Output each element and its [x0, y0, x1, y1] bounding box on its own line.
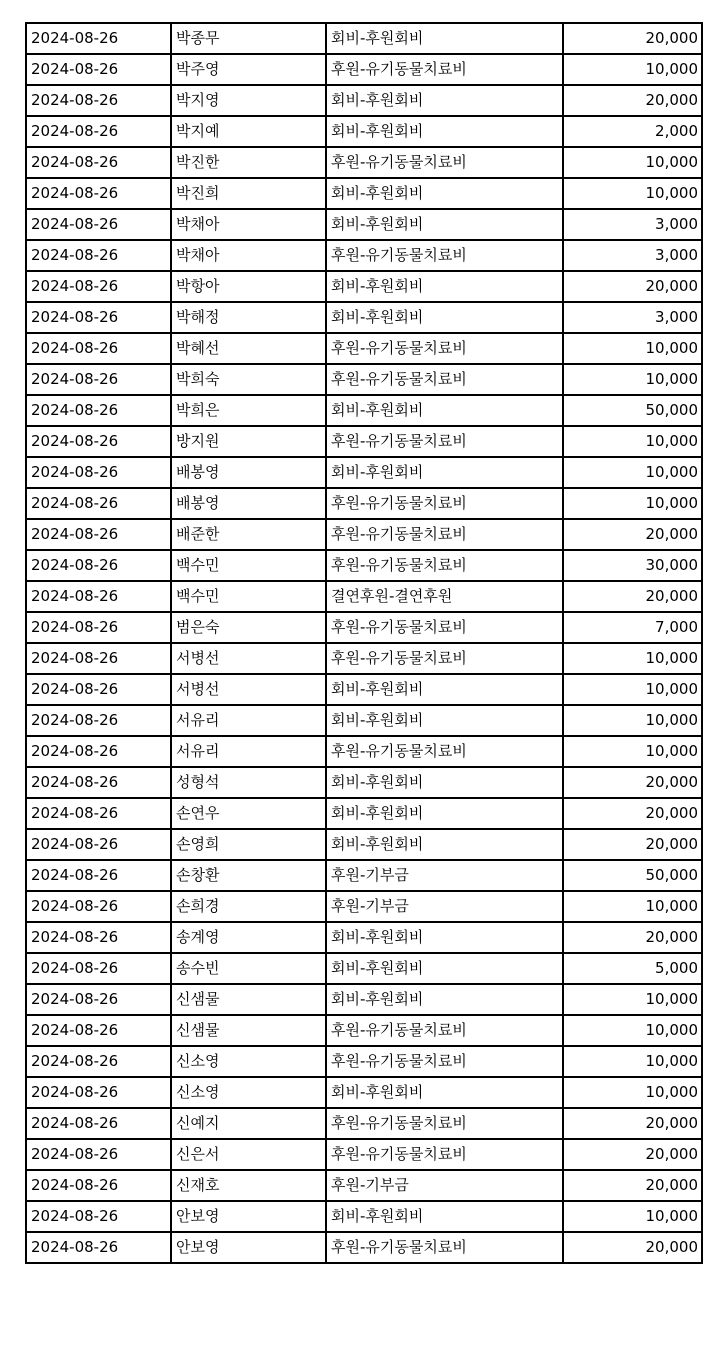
table-row — [26, 705, 702, 736]
category-cell: 후원-유기동물치료비 — [326, 550, 563, 581]
amount-cell: 2,000 — [563, 116, 702, 147]
table-row — [26, 1232, 702, 1263]
table-row — [26, 612, 702, 643]
category-cell: 회비-후원회비 — [326, 302, 563, 333]
table-row — [26, 519, 702, 550]
donation-ledger-table — [25, 22, 703, 1264]
donor-name-cell: 안보영 — [171, 1232, 326, 1263]
donor-name-cell: 서유리 — [171, 736, 326, 767]
date-cell: 2024-08-26 — [26, 147, 171, 178]
category-cell: 회비-후원회비 — [326, 1201, 563, 1232]
category-cell: 회비-후원회비 — [326, 829, 563, 860]
category-cell: 회비-후원회비 — [326, 178, 563, 209]
amount-cell: 10,000 — [563, 643, 702, 674]
amount-cell: 20,000 — [563, 1139, 702, 1170]
table-row — [26, 767, 702, 798]
date-cell: 2024-08-26 — [26, 922, 171, 953]
amount-cell: 5,000 — [563, 953, 702, 984]
donor-name-cell: 신은서 — [171, 1139, 326, 1170]
donor-name-cell: 박진희 — [171, 178, 326, 209]
donor-name-cell: 범은숙 — [171, 612, 326, 643]
amount-cell: 50,000 — [563, 860, 702, 891]
category-cell: 후원-유기동물치료비 — [326, 519, 563, 550]
date-cell: 2024-08-26 — [26, 1015, 171, 1046]
amount-cell: 10,000 — [563, 178, 702, 209]
donor-name-cell: 손영희 — [171, 829, 326, 860]
table-row — [26, 147, 702, 178]
category-cell: 후원-기부금 — [326, 891, 563, 922]
amount-cell: 3,000 — [563, 240, 702, 271]
amount-cell: 10,000 — [563, 364, 702, 395]
amount-cell: 10,000 — [563, 674, 702, 705]
amount-cell: 20,000 — [563, 798, 702, 829]
category-cell: 후원-유기동물치료비 — [326, 426, 563, 457]
category-cell: 회비-후원회비 — [326, 209, 563, 240]
table-row — [26, 953, 702, 984]
donor-name-cell: 배봉영 — [171, 457, 326, 488]
donor-name-cell: 백수민 — [171, 550, 326, 581]
table-row — [26, 736, 702, 767]
category-cell: 회비-후원회비 — [326, 116, 563, 147]
amount-cell: 10,000 — [563, 457, 702, 488]
date-cell: 2024-08-26 — [26, 829, 171, 860]
amount-cell: 20,000 — [563, 85, 702, 116]
table-row — [26, 302, 702, 333]
date-cell: 2024-08-26 — [26, 333, 171, 364]
donor-name-cell: 박채아 — [171, 240, 326, 271]
date-cell: 2024-08-26 — [26, 302, 171, 333]
category-cell: 회비-후원회비 — [326, 798, 563, 829]
amount-cell: 7,000 — [563, 612, 702, 643]
category-cell: 후원-유기동물치료비 — [326, 364, 563, 395]
table-row — [26, 1108, 702, 1139]
table-row — [26, 1201, 702, 1232]
table-row — [26, 550, 702, 581]
table-row — [26, 333, 702, 364]
date-cell: 2024-08-26 — [26, 1170, 171, 1201]
date-cell: 2024-08-26 — [26, 240, 171, 271]
date-cell: 2024-08-26 — [26, 705, 171, 736]
amount-cell: 20,000 — [563, 1232, 702, 1263]
category-cell: 회비-후원회비 — [326, 271, 563, 302]
date-cell: 2024-08-26 — [26, 116, 171, 147]
category-cell: 후원-유기동물치료비 — [326, 147, 563, 178]
amount-cell: 10,000 — [563, 488, 702, 519]
donor-name-cell: 신소영 — [171, 1046, 326, 1077]
category-cell: 후원-유기동물치료비 — [326, 1015, 563, 1046]
category-cell: 후원-유기동물치료비 — [326, 54, 563, 85]
date-cell: 2024-08-26 — [26, 23, 171, 54]
date-cell: 2024-08-26 — [26, 1077, 171, 1108]
donor-name-cell: 박지영 — [171, 85, 326, 116]
date-cell: 2024-08-26 — [26, 1139, 171, 1170]
donor-name-cell: 방지원 — [171, 426, 326, 457]
amount-cell: 10,000 — [563, 891, 702, 922]
table-row — [26, 860, 702, 891]
table-row — [26, 1139, 702, 1170]
donor-name-cell: 박채아 — [171, 209, 326, 240]
amount-cell: 10,000 — [563, 426, 702, 457]
amount-cell: 20,000 — [563, 581, 702, 612]
donor-name-cell: 박희숙 — [171, 364, 326, 395]
date-cell: 2024-08-26 — [26, 767, 171, 798]
donor-name-cell: 박종무 — [171, 23, 326, 54]
amount-cell: 20,000 — [563, 1108, 702, 1139]
donor-name-cell: 손창환 — [171, 860, 326, 891]
donor-name-cell: 박주영 — [171, 54, 326, 85]
date-cell: 2024-08-26 — [26, 457, 171, 488]
date-cell: 2024-08-26 — [26, 1108, 171, 1139]
date-cell: 2024-08-26 — [26, 178, 171, 209]
amount-cell: 10,000 — [563, 1201, 702, 1232]
table-row — [26, 457, 702, 488]
category-cell: 회비-후원회비 — [326, 922, 563, 953]
donor-name-cell: 박희은 — [171, 395, 326, 426]
donor-name-cell: 송계영 — [171, 922, 326, 953]
date-cell: 2024-08-26 — [26, 860, 171, 891]
donor-name-cell: 백수민 — [171, 581, 326, 612]
amount-cell: 10,000 — [563, 147, 702, 178]
category-cell: 회비-후원회비 — [326, 457, 563, 488]
amount-cell: 10,000 — [563, 333, 702, 364]
date-cell: 2024-08-26 — [26, 612, 171, 643]
table-row — [26, 674, 702, 705]
date-cell: 2024-08-26 — [26, 364, 171, 395]
table-row — [26, 798, 702, 829]
table-row — [26, 395, 702, 426]
category-cell: 회비-후원회비 — [326, 1077, 563, 1108]
donor-name-cell: 박항아 — [171, 271, 326, 302]
donor-name-cell: 신소영 — [171, 1077, 326, 1108]
date-cell: 2024-08-26 — [26, 1201, 171, 1232]
amount-cell: 10,000 — [563, 1077, 702, 1108]
table-row — [26, 829, 702, 860]
date-cell: 2024-08-26 — [26, 674, 171, 705]
category-cell: 후원-기부금 — [326, 1170, 563, 1201]
category-cell: 후원-기부금 — [326, 860, 563, 891]
amount-cell: 20,000 — [563, 1170, 702, 1201]
table-row — [26, 1170, 702, 1201]
date-cell: 2024-08-26 — [26, 271, 171, 302]
date-cell: 2024-08-26 — [26, 736, 171, 767]
table-row — [26, 922, 702, 953]
date-cell: 2024-08-26 — [26, 891, 171, 922]
table-row — [26, 209, 702, 240]
donor-name-cell: 박해정 — [171, 302, 326, 333]
amount-cell: 10,000 — [563, 54, 702, 85]
date-cell: 2024-08-26 — [26, 1232, 171, 1263]
date-cell: 2024-08-26 — [26, 984, 171, 1015]
amount-cell: 20,000 — [563, 922, 702, 953]
category-cell: 후원-유기동물치료비 — [326, 1139, 563, 1170]
table-row — [26, 178, 702, 209]
table-row — [26, 488, 702, 519]
table-row — [26, 1077, 702, 1108]
amount-cell: 10,000 — [563, 1046, 702, 1077]
donor-name-cell: 신예지 — [171, 1108, 326, 1139]
category-cell: 회비-후원회비 — [326, 674, 563, 705]
category-cell: 후원-유기동물치료비 — [326, 1232, 563, 1263]
donor-name-cell: 서병선 — [171, 643, 326, 674]
donor-name-cell: 안보영 — [171, 1201, 326, 1232]
amount-cell: 10,000 — [563, 736, 702, 767]
table-row — [26, 364, 702, 395]
table-row — [26, 85, 702, 116]
date-cell: 2024-08-26 — [26, 643, 171, 674]
amount-cell: 3,000 — [563, 209, 702, 240]
table-row — [26, 54, 702, 85]
date-cell: 2024-08-26 — [26, 426, 171, 457]
date-cell: 2024-08-26 — [26, 209, 171, 240]
date-cell: 2024-08-26 — [26, 519, 171, 550]
amount-cell: 10,000 — [563, 1015, 702, 1046]
table-row — [26, 891, 702, 922]
amount-cell: 3,000 — [563, 302, 702, 333]
amount-cell: 30,000 — [563, 550, 702, 581]
table-row — [26, 271, 702, 302]
table-row — [26, 1046, 702, 1077]
table-row — [26, 116, 702, 147]
donor-name-cell: 박지예 — [171, 116, 326, 147]
amount-cell: 10,000 — [563, 705, 702, 736]
date-cell: 2024-08-26 — [26, 550, 171, 581]
table-row — [26, 23, 702, 54]
category-cell: 후원-유기동물치료비 — [326, 1108, 563, 1139]
donation-ledger-body — [26, 23, 702, 1263]
category-cell: 후원-유기동물치료비 — [326, 333, 563, 364]
category-cell: 후원-유기동물치료비 — [326, 1046, 563, 1077]
donor-name-cell: 송수빈 — [171, 953, 326, 984]
date-cell: 2024-08-26 — [26, 953, 171, 984]
date-cell: 2024-08-26 — [26, 85, 171, 116]
amount-cell: 50,000 — [563, 395, 702, 426]
table-row — [26, 581, 702, 612]
category-cell: 회비-후원회비 — [326, 767, 563, 798]
category-cell: 결연후원-결연후원 — [326, 581, 563, 612]
category-cell: 후원-유기동물치료비 — [326, 488, 563, 519]
donor-name-cell: 배봉영 — [171, 488, 326, 519]
category-cell: 회비-후원회비 — [326, 953, 563, 984]
donor-name-cell: 손연우 — [171, 798, 326, 829]
date-cell: 2024-08-26 — [26, 1046, 171, 1077]
category-cell: 회비-후원회비 — [326, 395, 563, 426]
donor-name-cell: 성형석 — [171, 767, 326, 798]
table-row — [26, 240, 702, 271]
category-cell: 후원-유기동물치료비 — [326, 240, 563, 271]
donor-name-cell: 서병선 — [171, 674, 326, 705]
amount-cell: 20,000 — [563, 271, 702, 302]
donor-name-cell: 배준한 — [171, 519, 326, 550]
table-row — [26, 1015, 702, 1046]
category-cell: 회비-후원회비 — [326, 705, 563, 736]
amount-cell: 20,000 — [563, 23, 702, 54]
amount-cell: 20,000 — [563, 519, 702, 550]
amount-cell: 20,000 — [563, 829, 702, 860]
category-cell: 회비-후원회비 — [326, 23, 563, 54]
donor-name-cell: 신재호 — [171, 1170, 326, 1201]
category-cell: 후원-유기동물치료비 — [326, 612, 563, 643]
donor-name-cell: 박혜선 — [171, 333, 326, 364]
date-cell: 2024-08-26 — [26, 54, 171, 85]
date-cell: 2024-08-26 — [26, 581, 171, 612]
table-row — [26, 643, 702, 674]
category-cell: 회비-후원회비 — [326, 984, 563, 1015]
date-cell: 2024-08-26 — [26, 395, 171, 426]
donor-name-cell: 신샘물 — [171, 1015, 326, 1046]
donor-name-cell: 서유리 — [171, 705, 326, 736]
date-cell: 2024-08-26 — [26, 488, 171, 519]
amount-cell: 20,000 — [563, 767, 702, 798]
amount-cell: 10,000 — [563, 984, 702, 1015]
category-cell: 후원-유기동물치료비 — [326, 736, 563, 767]
table-row — [26, 426, 702, 457]
donor-name-cell: 손희경 — [171, 891, 326, 922]
table-row — [26, 984, 702, 1015]
date-cell: 2024-08-26 — [26, 798, 171, 829]
donor-name-cell: 박진한 — [171, 147, 326, 178]
category-cell: 회비-후원회비 — [326, 85, 563, 116]
category-cell: 후원-유기동물치료비 — [326, 643, 563, 674]
donor-name-cell: 신샘물 — [171, 984, 326, 1015]
